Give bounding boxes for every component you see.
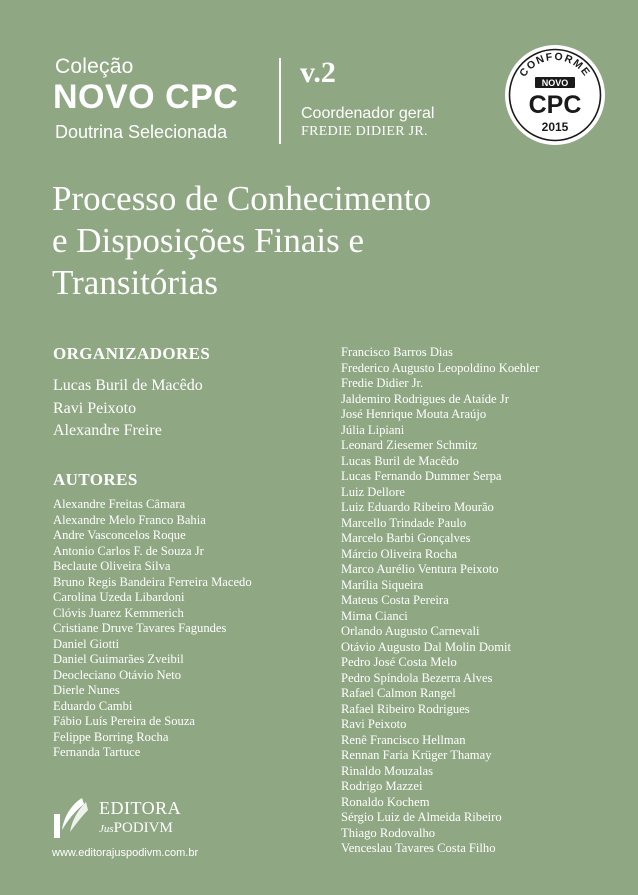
author-name: Lucas Fernando Dummer Serpa <box>341 469 502 483</box>
author-name: Júlia Lipiani <box>341 422 405 437</box>
coordinator-label: Coordenador geral <box>301 105 435 122</box>
author-name: Pedro Spíndola Bezerra Alves <box>341 670 493 685</box>
seal-year: 2015 <box>541 120 569 134</box>
author-name: Fernanda Tartuce <box>53 745 141 759</box>
author-name: Daniel Giotti <box>53 636 120 651</box>
author-name: Venceslau Tavares Costa Filho <box>341 841 496 855</box>
organizers-list <box>53 375 203 443</box>
title-line: Processo de Conhecimento <box>52 179 432 218</box>
organizers-heading: ORGANIZADORES <box>53 344 211 363</box>
author-name: Rennan Faria Krüger Thamay <box>341 748 492 762</box>
author-name: Marco Aurélio Ventura Peixoto <box>341 562 499 576</box>
author-name: Mirna Cianci <box>341 608 408 623</box>
author-name: Sérgio Luiz de Almeida Ribeiro <box>341 810 502 824</box>
publisher-website: www.editorajuspodivm.com.br <box>52 847 199 859</box>
author-name: Carolina Uzeda Libardoni <box>53 590 185 604</box>
title-line: e Disposições Finais e <box>52 221 365 260</box>
author-name: Andre Vasconcelos Roque <box>53 528 186 542</box>
author-name: Renê Francisco Hellman <box>341 732 466 747</box>
author-name: Fábio Luís Pereira de Souza <box>53 714 195 728</box>
author-name: Dierle Nunes <box>53 683 120 697</box>
author-name: Pedro José Costa Melo <box>341 655 457 669</box>
publisher-podivm: PODIVM <box>113 820 173 836</box>
author-name: Jaldemiro Rodrigues de Ataíde Jr <box>341 391 509 406</box>
author-name: Luiz Eduardo Ribeiro Mourão <box>341 500 494 514</box>
conforme-cpc-seal-icon <box>504 44 606 146</box>
header-divider <box>279 58 281 144</box>
seal-cpc: CPC <box>528 91 582 119</box>
author-name: Alexandre Melo Franco Bahia <box>53 512 206 527</box>
volume-number: v.2 <box>300 56 336 89</box>
author-name: Márcio Oliveira Rocha <box>341 546 458 561</box>
author-name: Frederico Augusto Leopoldino Koehler <box>341 360 540 375</box>
author-name: Francisco Barros Dias <box>341 345 453 359</box>
author-name: Marcello Trindade Paulo <box>341 515 467 530</box>
coordinator-name: FREDIE DIDIER JR. <box>301 124 428 139</box>
authors-heading: AUTORES <box>53 470 138 489</box>
seal-top-text: CONFORME <box>517 50 593 80</box>
collection-label: Coleção <box>55 55 134 78</box>
author-name: Lucas Buril de Macêdo <box>341 453 459 468</box>
author-name: Deocleciano Otávio Neto <box>53 667 181 682</box>
author-name: Marília Siqueira <box>341 577 424 592</box>
author-name: Leonard Ziesemer Schmitz <box>341 438 478 452</box>
author-name: Bruno Regis Bandeira Ferreira Macedo <box>53 574 252 589</box>
collection-subtitle: Doutrina Selecionada <box>55 122 228 142</box>
author-name: Rinaldo Mouzalas <box>341 763 433 778</box>
author-name: Eduardo Cambi <box>53 698 133 713</box>
author-name: Orlando Augusto Carnevali <box>341 624 480 638</box>
publisher-quill-logo-icon <box>52 796 92 840</box>
publisher-name: EDITORA <box>99 798 182 818</box>
authors-list-left <box>53 497 252 761</box>
organizer-name: Alexandre Freire <box>53 422 162 439</box>
publisher-brand <box>99 820 173 837</box>
seal-novo: NOVO <box>541 78 569 88</box>
author-name: Mateus Costa Pereira <box>341 593 449 607</box>
organizer-name: Lucas Buril de Macêdo <box>53 377 203 394</box>
author-name: José Henrique Mouta Araújo <box>341 407 487 421</box>
authors-list-right <box>341 345 539 857</box>
title-line: Transitórias <box>52 263 218 302</box>
collection-name: NOVO CPC <box>53 78 239 116</box>
author-name: Otávio Augusto Dal Molin Domit <box>341 639 512 654</box>
author-name: Alexandre Freitas Câmara <box>53 497 186 511</box>
publisher-jus: Jus <box>99 823 114 835</box>
author-name: Ronaldo Kochem <box>341 794 430 809</box>
book-title <box>52 178 622 304</box>
author-name: Ravi Peixoto <box>341 717 407 731</box>
author-name: Thiago Rodovalho <box>341 825 436 840</box>
author-name: Cristiane Druve Tavares Fagundes <box>53 621 227 635</box>
author-name: Rafael Ribeiro Rodrigues <box>341 701 470 716</box>
author-name: Antonio Carlos F. de Souza Jr <box>53 543 204 558</box>
author-name: Marcelo Barbi Gonçalves <box>341 531 471 545</box>
author-name: Rafael Calmon Rangel <box>341 686 456 700</box>
author-name: Fredie Didier Jr. <box>341 376 424 390</box>
author-name: Rodrigo Mazzei <box>341 779 423 793</box>
author-name: Clóvis Juarez Kemmerich <box>53 605 184 620</box>
author-name: Daniel Guimarães Zveibil <box>53 652 184 666</box>
organizer-name: Ravi Peixoto <box>53 399 137 417</box>
author-name: Luiz Dellore <box>341 484 405 499</box>
author-name: Beclaute Oliveira Silva <box>53 559 171 573</box>
author-name: Felippe Borring Rocha <box>53 729 169 744</box>
